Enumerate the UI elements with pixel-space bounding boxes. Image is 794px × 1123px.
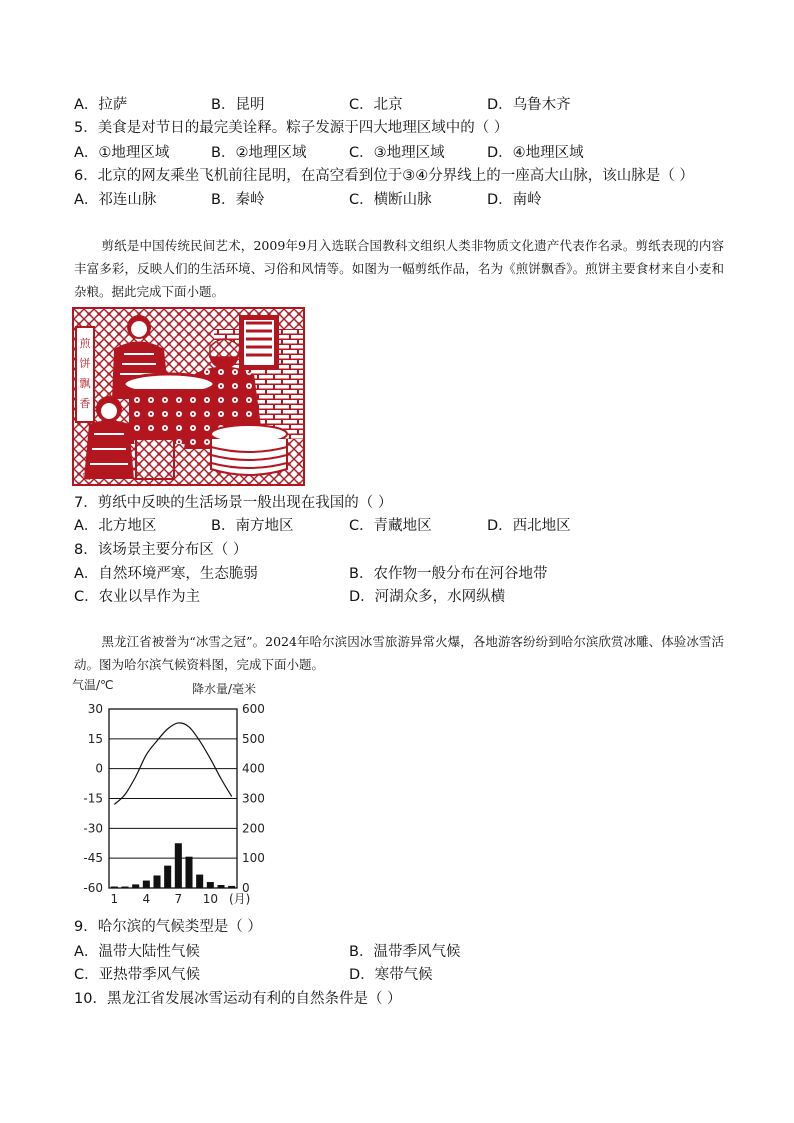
papercut-seal: □ bbox=[82, 472, 91, 482]
right-tick-label: 100 bbox=[242, 851, 265, 866]
q9-stem: 9．哈尔滨的气候类型是（ ） bbox=[74, 919, 262, 935]
q7-stem: 7．剪纸中反映的生活场景一般出现在我国的（ ） bbox=[74, 495, 393, 511]
q6-stem: 6．北京的网友乘坐飞机前往昆明，在高空看到位于③④分界线上的一座高大山脉，该山脉是（ ） bbox=[74, 168, 694, 184]
q5-option-d: D．④地理区域 bbox=[487, 145, 584, 161]
q9-option-a: A．温带大陆性气候 bbox=[74, 944, 200, 960]
x-tick-label: 7 bbox=[174, 892, 183, 906]
right-tick-label: 600 bbox=[242, 702, 265, 716]
q4-option-c: C．北京 bbox=[349, 97, 403, 113]
papercut-artwork bbox=[74, 309, 303, 484]
precipitation-bar bbox=[207, 882, 214, 888]
q7-option-c: C．青藏地区 bbox=[349, 518, 432, 534]
precipitation-bar bbox=[132, 884, 139, 888]
passage-papercut-text: 剪纸是中国传统民间艺术，2009年9月入选联合国教科文组织人类非物质文化遗产代表作名录。剪纸表现的内容丰富多彩，反映人们的生活环境、习俗和风情等。如图为一幅剪纸作品，名为《煎饼飘香》。煎饼主要食材来自小麦和杂粮。据此完成下面小题。 bbox=[74, 238, 724, 299]
left-tick-label: 30 bbox=[87, 702, 103, 716]
temperature-line bbox=[114, 723, 231, 805]
q7-option-d: D．西北地区 bbox=[487, 518, 571, 534]
q4-option-b: B．昆明 bbox=[211, 97, 265, 113]
precipitation-bar bbox=[143, 881, 150, 888]
right-tick-label: 500 bbox=[242, 731, 265, 746]
precipitation-bar bbox=[196, 875, 203, 888]
left-tick-label: -30 bbox=[83, 821, 103, 836]
precipitation-bar bbox=[164, 866, 171, 888]
papercut-caption-1: 煎 bbox=[79, 337, 91, 350]
papercut-caption-3: 飘 bbox=[79, 377, 91, 390]
passage-harbin-text: 黑龙江省被誉为“冰雪之冠”。2024年哈尔滨因冰雪旅游异常火爆，各地游客纷纷到哈尔滨欣赏冰雕、体验冰雪活动。图为哈尔滨气候资料图，完成下面小题。 bbox=[74, 634, 724, 672]
left-tick-label: -15 bbox=[83, 791, 103, 806]
x-tick-label: 1 bbox=[110, 892, 119, 906]
precipitation-bar bbox=[153, 875, 160, 888]
x-tick-label: 4 bbox=[142, 892, 151, 906]
q6-option-d: D．南岭 bbox=[487, 192, 542, 208]
q10-stem: 10．黑龙江省发展冰雪运动有利的自然条件是（ ） bbox=[74, 991, 402, 1007]
precipitation-bar bbox=[185, 857, 192, 888]
precipitation-bar bbox=[111, 887, 118, 888]
q4-option-d: D．乌鲁木齐 bbox=[487, 97, 571, 113]
q6-option-c: C．横断山脉 bbox=[349, 192, 432, 208]
q6-option-b: B．秦岭 bbox=[211, 192, 265, 208]
x-tick-label: 10 bbox=[202, 892, 218, 906]
left-tick-label: -60 bbox=[83, 881, 103, 895]
axis-label-temperature: 气温/℃ bbox=[72, 678, 114, 692]
q9-option-b: B．温带季风气候 bbox=[349, 944, 461, 960]
papercut-caption-2: 饼 bbox=[79, 357, 91, 370]
q8-option-a: A．自然环境严寒，生态脆弱 bbox=[74, 566, 258, 582]
q5-option-c: C．③地理区域 bbox=[349, 145, 445, 161]
precipitation-bar bbox=[217, 885, 224, 888]
left-tick-label: 15 bbox=[87, 731, 103, 746]
q8-option-b: B．农作物一般分布在河谷地带 bbox=[349, 566, 548, 582]
q8-option-c: C．农业以旱作为主 bbox=[74, 589, 201, 605]
papercut-caption-4: 香 bbox=[79, 397, 91, 410]
q9-option-c: C．亚热带季风气候 bbox=[74, 967, 201, 983]
q9-option-d: D．寒带气候 bbox=[349, 967, 433, 983]
right-tick-label: 400 bbox=[242, 761, 265, 776]
q4-option-a: A．拉萨 bbox=[74, 97, 128, 113]
right-tick-label: 0 bbox=[242, 881, 250, 895]
right-tick-label: 300 bbox=[242, 791, 265, 806]
left-tick-label: -45 bbox=[83, 851, 103, 866]
q5-stem: 5．美食是对节日的最完美诠释。粽子发源于四大地理区域中的（ ） bbox=[74, 120, 509, 136]
q8-option-d: D．河湖众多，水网纵横 bbox=[349, 589, 506, 605]
axis-label-precipitation: 降水量/毫米 bbox=[192, 682, 257, 696]
q8-stem: 8．该场景主要分布区（ ） bbox=[74, 542, 248, 558]
passage-harbin bbox=[74, 630, 724, 676]
climate-chart bbox=[70, 676, 270, 916]
precipitation-bar bbox=[228, 886, 235, 888]
left-tick-label: 0 bbox=[95, 761, 103, 776]
passage-papercut bbox=[74, 234, 724, 303]
q7-option-b: B．南方地区 bbox=[211, 518, 294, 534]
x-unit-label: (月) bbox=[229, 892, 251, 906]
q5-option-a: A．①地理区域 bbox=[74, 145, 170, 161]
right-tick-label: 200 bbox=[242, 821, 265, 836]
precipitation-bar bbox=[121, 887, 128, 888]
q7-option-a: A．北方地区 bbox=[74, 518, 157, 534]
precipitation-bar bbox=[175, 843, 182, 888]
q5-option-b: B．②地理区域 bbox=[211, 145, 307, 161]
q6-option-a: A．祁连山脉 bbox=[74, 192, 157, 208]
papercut-image bbox=[72, 307, 305, 486]
